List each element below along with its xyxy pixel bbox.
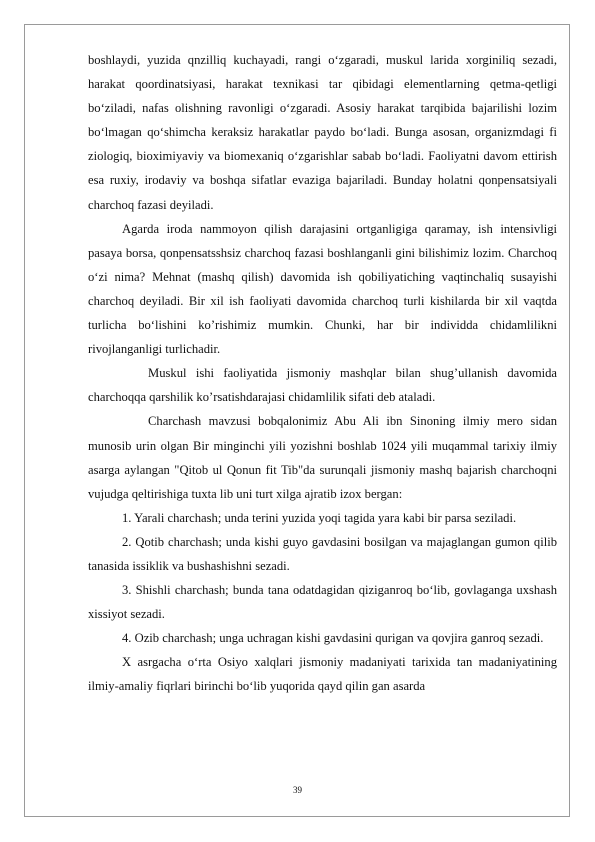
list-item: 4. Ozib charchash; unga uchragan kishi gavdasini qurigan va qovjira ganroq sezadi.	[122, 631, 544, 646]
paragraph-history: X asrgacha o‘rta Osiyo xalqlari jismoniy madaniyati tarixida tan madaniyatining ilmiy-amaliy fiqrlari birinchi bo‘lib yuqorida qayd qilin gan asarda	[88, 655, 557, 694]
list-item: 3. Shishli charchash; bunda tana odatdagidan qiziganroq bo‘lib, govlaganga uxshash xissiyot sezadi.	[88, 583, 557, 622]
paragraph-fatigue-phases: boshlaydi, yuzida qnzilliq kuchayadi, rangi o‘zgaradi, muskul larida xorginiliq sezadi, harakat qoordinatsiyasi, harakat texnikasi tar qibidagi elementlarning qetma-qetligi bo‘ziladi, nafas olishning ravonligi o‘zgaradi. Asosiy harakat tarqibida bajarilishi lozim bo‘lmagan qo‘shimcha keraksiz harakatlar paydo bo‘ladi. Bunga asosan, organizmdagi fi ziologiq, bioximiyaviy va biomexaniq o‘zgarishlar sabab bo‘ladi. Faoliyatni davom ettirish esa ruxiy, irodaviy va boshqa sifatlar evaziga bajariladi. Bunday holatni qonpensatsiyali charchoq fazasi deyiladi.	[88, 53, 557, 212]
paragraph-fatigue-definition: Agarda iroda nammoyon qilish darajasini ortganligiga qaramay, ish intensivligi pasaya borsa, qonpensatsshsiz charchoq fazasi boshlanganli gini bilishimiz lozim. Charchoq o‘zi nima? Mehnat (mashq qilish) davomida ish qobiliyatiching vaqtinchaliq susayishi charchoq deyiladi. Bir xil ish faoliyati davomida charchoq turli kishilarda bir xil vaqtda turlicha bo‘lishini ko’rishimiz mumkin. Chunki, har bir individda chidamlilikni rivojlanganligi turlichadir.	[88, 221, 557, 357]
list-item: 1. Yarali charchash; unda terini yuzida yoqi tagida yara kabi bir parsa seziladi.	[122, 510, 517, 525]
paragraph-endurance: Muskul ishi faoliyatida jismoniy mashqlar bilan shug’ullanish davomida charchoqqa qarshilik ko’rsatishdarajasi chidamlilik sifati deb ataladi.	[88, 366, 557, 405]
list-item: 2. Qotib charchash; unda kishi guyo gavdasini bosilgan va majaglangan gumon qilib tanasida issiklik va bushashishni sezadi.	[88, 534, 557, 573]
paragraph-ibn-sino: Charchash mavzusi bobqalonimiz Abu Ali ibn Sinoning ilmiy mero sidan munosib urin olgan Bir minginchi yili yozishni boshlab 1024 yili muqammal tarixiy ilmiy asarga aylangan "Qitob ul Qonun fit Tib"da surunqali jismoniy mashq bajarish charchoqni vujudga qeltirishiga tuxta lib uni turt xilga ajratib izox bergan:	[88, 414, 557, 501]
document-body	[88, 48, 557, 699]
page-number: 39	[293, 785, 302, 795]
